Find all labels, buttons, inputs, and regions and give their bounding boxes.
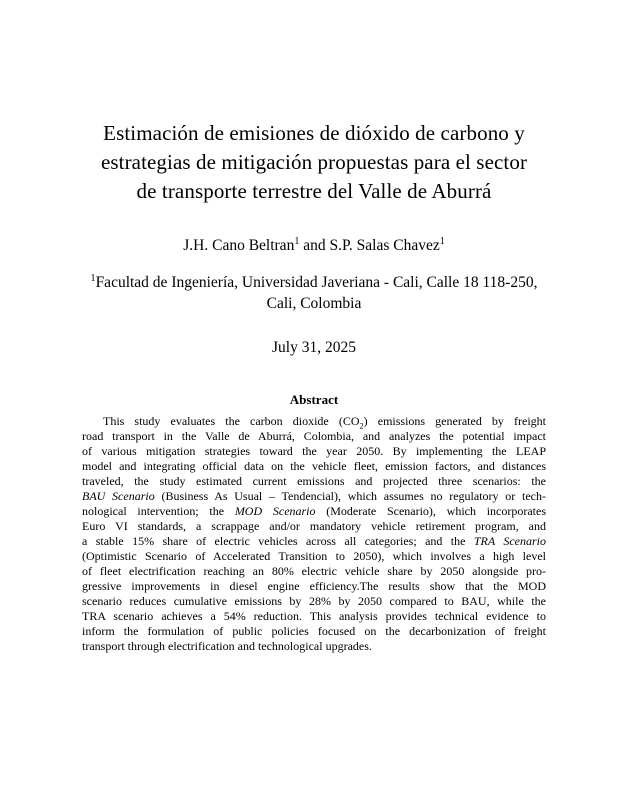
- abstract-line: [82, 549, 546, 564]
- affiliation: [0, 272, 628, 314]
- abstract-line: [82, 414, 546, 429]
- abstract-text-segment: gressive improvements in diesel engine efficiency.The results show that the MOD: [82, 579, 546, 593]
- abstract-line: [82, 534, 546, 549]
- abstract-text-segment: traveled, the study estimated current emissions and projected three scenarios: the: [82, 474, 546, 488]
- abstract-text-segment: (Business As Usual – Tendencial), which assumes no regulatory or tech-: [154, 489, 546, 503]
- abstract-text-segment: scenario reduces cumulative emissions by 28% by 2050 compared to BAU, while the: [82, 594, 546, 608]
- abstract-line: [82, 564, 546, 579]
- abstract-text-segment: Euro VI standards, a scrappage and/or mandatory vehicle retirement program, and: [82, 519, 546, 533]
- abstract-line: [82, 624, 546, 639]
- abstract-line: [82, 429, 546, 444]
- affiliation-superscript: 1: [90, 272, 96, 284]
- abstract-section: [0, 391, 628, 654]
- abstract-text-segment: a stable 15% share of electric vehicles across all categories; and the: [82, 534, 474, 548]
- abstract-text-segment: TRA scenario achieves a 54% reduction. This analysis provides technical evidence to: [82, 609, 546, 623]
- paper-date: July 31, 2025: [272, 339, 356, 356]
- abstract-line: [82, 609, 546, 624]
- abstract-line: [82, 444, 546, 459]
- authors-superscript: 1: [294, 235, 300, 247]
- authors-segment: J.H. Cano Beltran: [183, 237, 295, 254]
- abstract-line: [82, 639, 546, 654]
- abstract-text-segment: (Optimistic Scenario of Accelerated Transition to 2050), which involves a high level: [82, 549, 546, 563]
- abstract-text-segment: nological intervention; the: [82, 504, 235, 518]
- abstract-text-segment: road transport in the Valle de Aburrá, Colombia, and analyzes the potential impact: [82, 429, 546, 443]
- abstract-line: [82, 519, 546, 534]
- abstract-line: [82, 489, 546, 504]
- abstract-line: [82, 579, 546, 594]
- affiliation-line-1: [0, 272, 628, 293]
- authors-segment: and S.P. Salas Chavez: [299, 237, 440, 254]
- affiliation-segment: Facultad de Ingeniería, Universidad Javeriana - Cali, Calle 18 118-250,: [95, 274, 538, 291]
- abstract-text-italic-segment: BAU Scenario: [82, 489, 155, 503]
- abstract-text-segment: inform the formulation of public policies focused on the decarbonization of freight: [82, 624, 546, 638]
- abstract-text-segment: model and integrating official data on the vehicle fleet, emission factors, and distances: [82, 459, 546, 473]
- abstract-text-segment: (Moderate Scenario), which incorporates: [315, 504, 547, 518]
- abstract-line: [82, 504, 546, 519]
- paper-title-line: estrategias de mitigación propuestas para el sector: [100, 150, 528, 174]
- abstract-line: [82, 594, 546, 609]
- abstract-text-segment: ) emissions generated by freight: [363, 414, 546, 428]
- abstract-text-segment: This study evaluates the carbon dioxide (CO: [103, 414, 360, 428]
- abstract-text-segment: transport through electrification and technological upgrades.: [82, 639, 372, 653]
- paper-title: [34, 119, 594, 206]
- abstract-text-subscript: 2: [359, 421, 364, 431]
- abstract-heading: Abstract: [289, 392, 339, 407]
- authors-line: [0, 236, 628, 256]
- abstract-text-italic-segment: MOD Scenario: [234, 504, 316, 518]
- abstract-text-segment: of various mitigation strategies toward the year 2050. By implementing the LEAP: [82, 444, 546, 458]
- abstract-text-italic-segment: TRA Scenario: [473, 534, 547, 548]
- abstract-line: [82, 474, 546, 489]
- paper-title-line: de transporte terrestre del Valle de Aburrá: [136, 179, 492, 203]
- paper-page: [0, 119, 628, 796]
- authors-superscript: 1: [439, 235, 445, 247]
- affiliation-line-2: Cali, Colombia: [266, 295, 362, 312]
- abstract-body: [82, 414, 546, 654]
- paper-title-line: Estimación de emisiones de dióxido de carbono y: [103, 121, 525, 145]
- abstract-text-segment: of fleet electrification reaching an 80% electric vehicle share by 2050 alongside pro-: [82, 564, 546, 578]
- abstract-line: [82, 459, 546, 474]
